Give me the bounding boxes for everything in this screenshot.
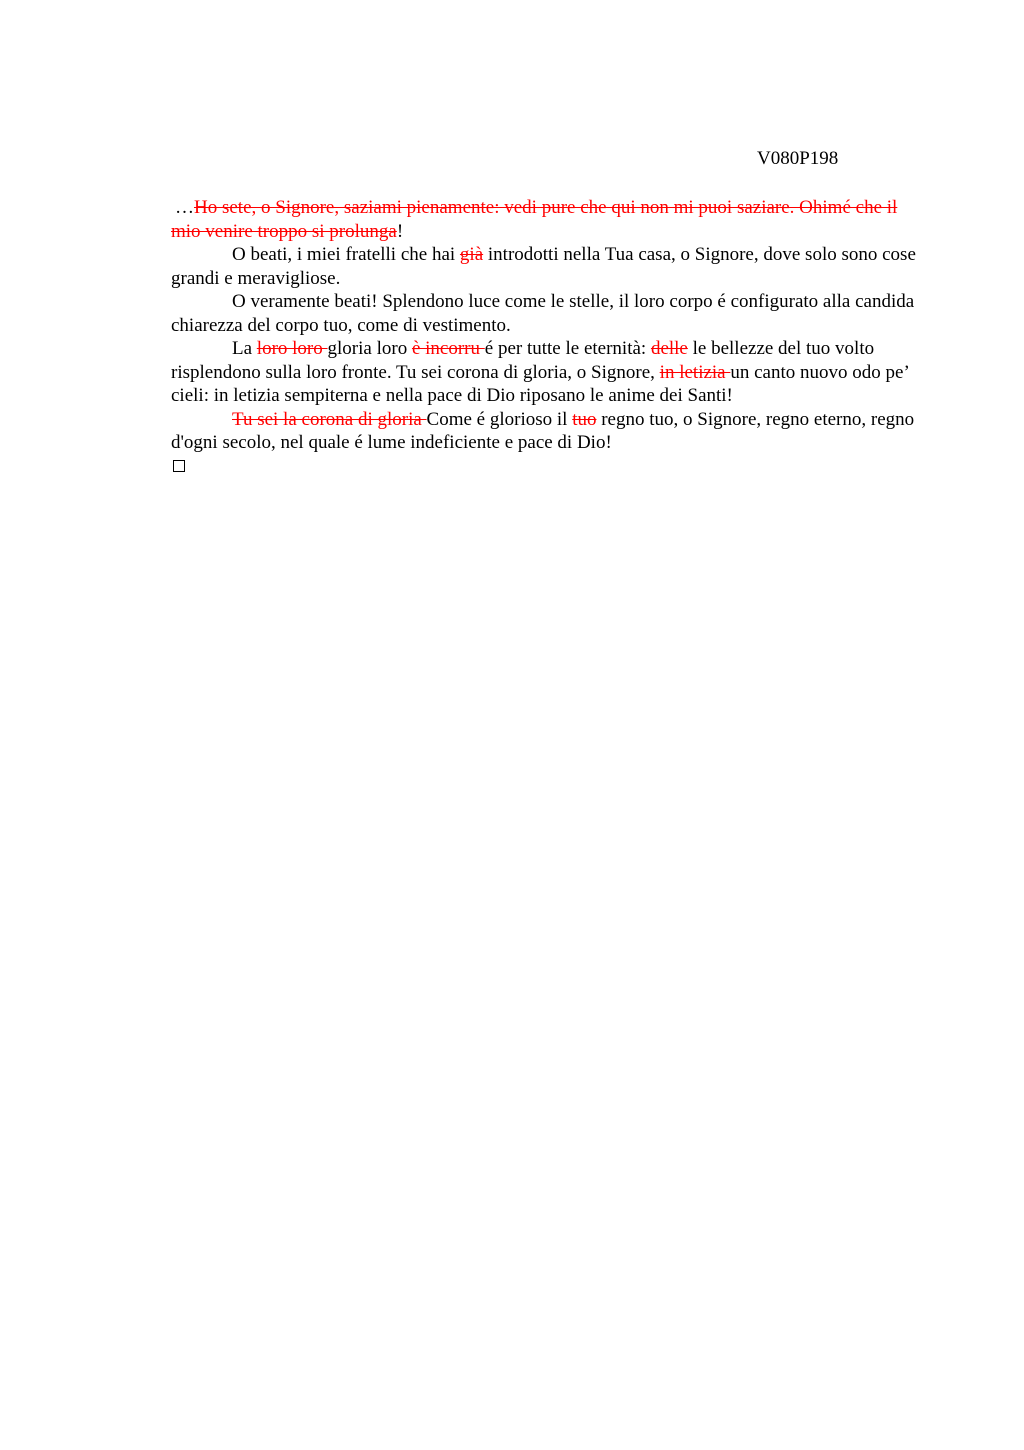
deleted-text-segment: delle <box>650 338 688 359</box>
text-segment: un canto nuovo odo pe’ cieli: in letizia sempiterna e nella pace di Dio riposano le anime dei Santi! <box>171 361 909 406</box>
paragraph-5 <box>171 408 927 455</box>
deleted-text-segment: Tu sei la corona di gloria <box>232 408 427 430</box>
deleted-text-segment: in letizia <box>659 361 731 383</box>
text-segment: … <box>175 197 194 218</box>
text-segment: Come é glorioso il <box>426 408 573 430</box>
text-segment: gloria loro <box>327 338 412 359</box>
deleted-text-segment: già <box>459 244 484 265</box>
deleted-text-segment: tuo <box>572 408 597 430</box>
paragraph-1 <box>171 196 927 243</box>
text-segment: introdotti nella Tua casa, o Signore, dove solo sono cose grandi e meravigliose. <box>171 244 916 289</box>
text-segment: O veramente beati! Splendono luce come le stelle, il loro corpo é configurato alla candida chiarezza del corpo tuo, come di vestimento. <box>171 291 915 336</box>
deleted-text-segment: loro loro <box>256 338 328 359</box>
text-segment: O beati, i miei fratelli che hai <box>232 244 460 265</box>
document-code: V080P198 <box>757 148 839 169</box>
empty-square-icon <box>173 460 185 472</box>
deleted-text-segment: Ho sete, o Signore, saziami pienamente: vedi pure che qui non mi puoi saziare. Ohimé che il mio venire troppo si prolunga <box>171 197 898 242</box>
text-segment: le bellezze del tuo volto risplendono sulla loro fronte. Tu sei corona di gloria, o Signore, <box>171 338 875 383</box>
paragraph-4 <box>171 337 927 408</box>
text-segment: regno tuo, o Signore, regno eterno, regno d'ogni secolo, nel quale é lume indeficiente e pace di Dio! <box>171 408 915 453</box>
text-segment: La <box>232 338 257 359</box>
text-segment: ! <box>396 220 404 242</box>
paragraph-2 <box>171 243 927 290</box>
text-segment: é per tutte le eternità: <box>484 338 651 359</box>
document-body <box>171 196 927 472</box>
paragraph-3 <box>171 290 927 337</box>
deleted-text-segment: è incorru <box>411 338 485 359</box>
